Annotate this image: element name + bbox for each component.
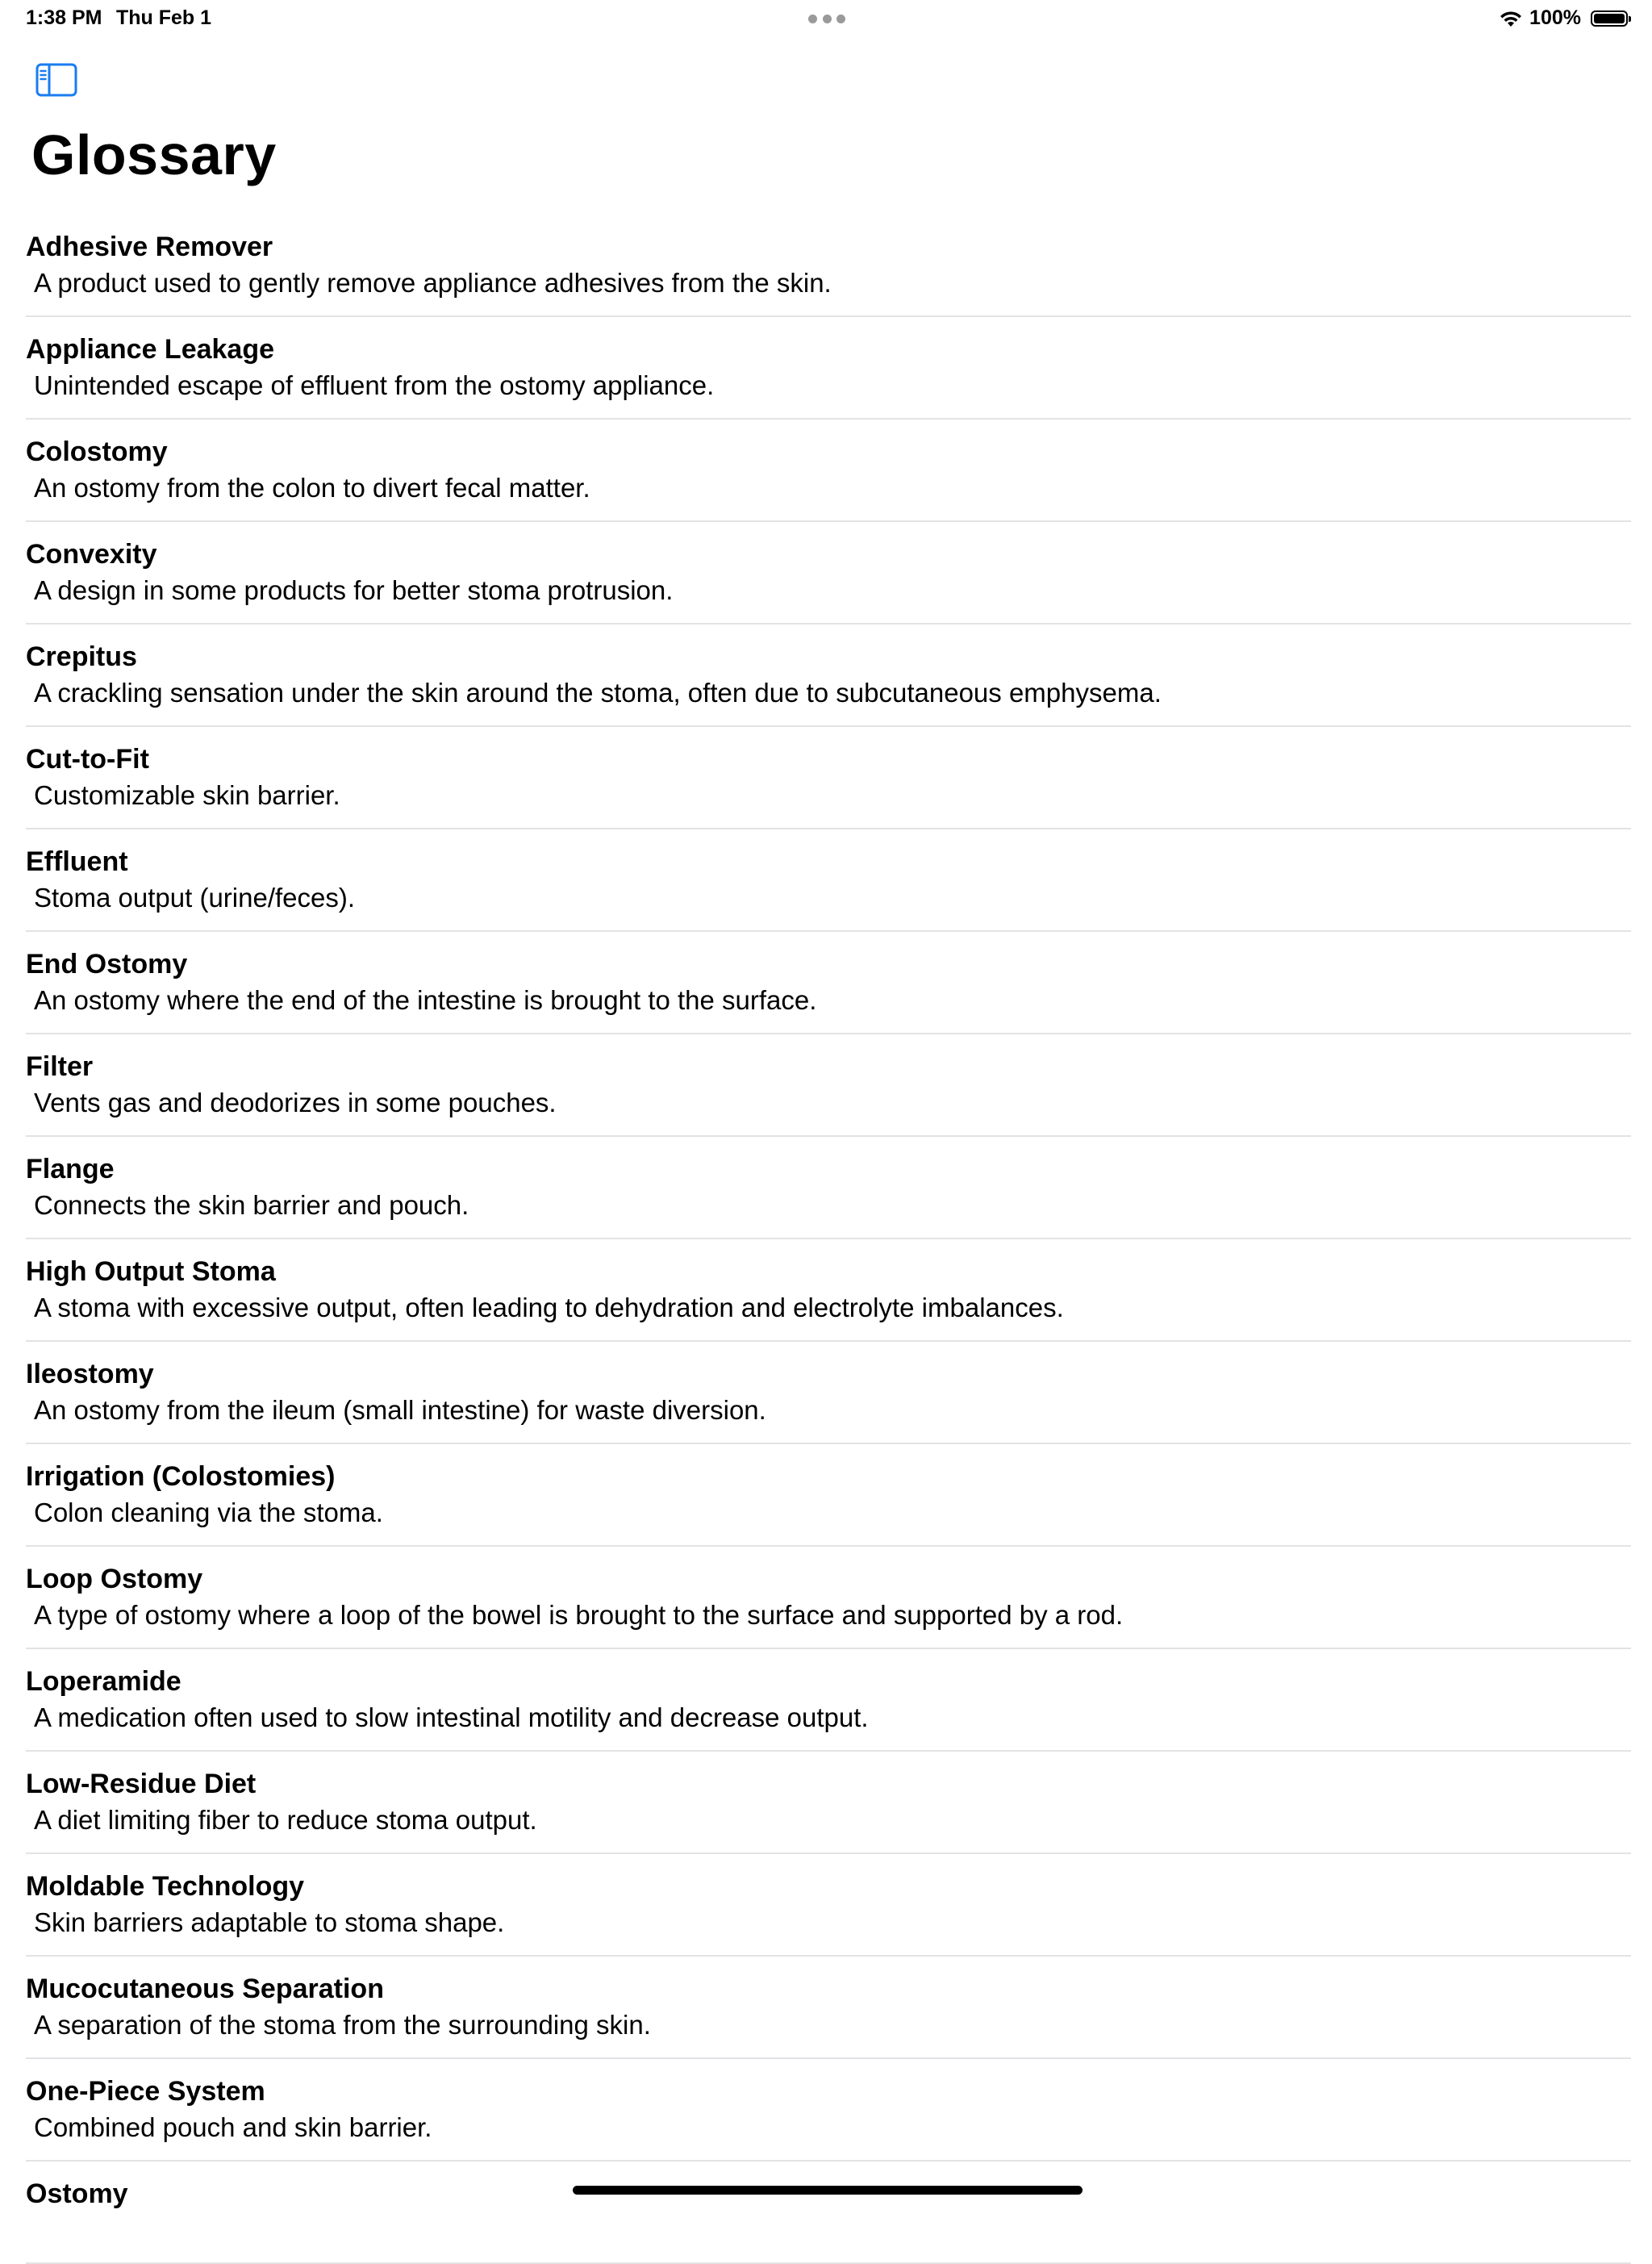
home-indicator[interactable] — [573, 2186, 1083, 2195]
glossary-definition: Customizable skin barrier. — [34, 780, 340, 810]
battery-percent: 100% — [1529, 6, 1581, 29]
glossary-term: Adhesive Remover — [26, 232, 273, 262]
glossary-term: One-Piece System — [26, 2076, 265, 2107]
glossary-item[interactable] — [26, 624, 1631, 727]
glossary-term: Ostomy — [26, 2178, 128, 2209]
status-time: 1:38 PM — [26, 6, 102, 29]
glossary-item[interactable] — [26, 1137, 1631, 1239]
glossary-definition: A diet limiting fiber to reduce stoma output. — [34, 1805, 537, 1835]
glossary-item[interactable] — [26, 1342, 1631, 1444]
glossary-term: Filter — [26, 1051, 94, 1082]
glossary-item[interactable] — [26, 317, 1631, 420]
glossary-item[interactable] — [26, 1752, 1631, 1854]
sidebar-toggle-button[interactable] — [35, 63, 77, 97]
glossary-item[interactable] — [26, 1547, 1631, 1649]
glossary-term: Crepitus — [26, 641, 137, 672]
glossary-definition: Unintended escape of effluent from the ostomy appliance. — [34, 370, 715, 400]
glossary-definition: A crackling sensation under the skin around the stoma, often due to subcutaneous emphysema. — [34, 678, 1162, 708]
status-date: Thu Feb 1 — [116, 6, 212, 29]
glossary-definition: A medication often used to slow intestinal motility and decrease output. — [34, 1702, 869, 1732]
status-indicators — [1499, 6, 1628, 30]
glossary-definition: Colon cleaning via the stoma. — [34, 1497, 383, 1527]
glossary-definition: Stoma output (urine/feces). — [34, 883, 356, 913]
glossary-term: Flange — [26, 1154, 115, 1184]
glossary-term: Moldable Technology — [26, 1871, 305, 1902]
glossary-definition: Skin barriers adaptable to stoma shape. — [34, 1907, 505, 1937]
glossary-item[interactable] — [26, 1034, 1631, 1137]
sidebar-toggle-icon — [35, 63, 77, 97]
glossary-item[interactable] — [26, 1444, 1631, 1547]
glossary-definition: A design in some products for better stoma protrusion. — [34, 575, 674, 605]
glossary-term: Ileostomy — [26, 1359, 154, 1389]
battery-icon — [1591, 10, 1628, 27]
glossary-item[interactable] — [26, 420, 1631, 522]
glossary-definition: A product used to gently remove appliance adhesives from the skin. — [34, 268, 832, 298]
glossary-definition: A stoma with excessive output, often leading to dehydration and electrolyte imbalances. — [34, 1293, 1064, 1322]
glossary-definition: Connects the skin barrier and pouch. — [34, 1190, 469, 1220]
glossary-item[interactable] — [26, 1854, 1631, 1957]
glossary-item[interactable] — [26, 1649, 1631, 1752]
glossary-definition: An ostomy where the end of the intestine is brought to the surface. — [34, 985, 817, 1015]
glossary-item[interactable] — [26, 215, 1631, 317]
glossary-item[interactable] — [26, 1239, 1631, 1342]
multitasking-dots-icon[interactable] — [808, 15, 845, 24]
glossary-term: Colostomy — [26, 437, 168, 467]
glossary-term: Irrigation (Colostomies) — [26, 1461, 336, 1492]
glossary-term: Convexity — [26, 539, 157, 570]
glossary-list[interactable] — [26, 215, 1631, 2264]
battery-fill — [1594, 14, 1625, 23]
glossary-definition: An ostomy from the ileum (small intestine) for waste diversion. — [34, 1395, 766, 1425]
glossary-definition: A type of ostomy where a loop of the bowel is brought to the surface and supported by a rod. — [34, 1600, 1124, 1630]
wifi-icon — [1499, 10, 1523, 27]
glossary-term: Mucocutaneous Separation — [26, 1974, 384, 2004]
glossary-term: Low-Residue Diet — [26, 1769, 257, 1799]
glossary-term: Effluent — [26, 846, 128, 877]
glossary-term: Loop Ostomy — [26, 1564, 203, 1594]
glossary-term: Loperamide — [26, 1666, 181, 1697]
glossary-definition: Combined pouch and skin barrier. — [34, 2112, 432, 2142]
glossary-term: High Output Stoma — [26, 1256, 276, 1287]
glossary-item[interactable] — [26, 1957, 1631, 2059]
glossary-item[interactable] — [26, 727, 1631, 829]
glossary-item[interactable] — [26, 2162, 1631, 2264]
glossary-term: Cut-to-Fit — [26, 744, 149, 775]
glossary-item[interactable] — [26, 932, 1631, 1034]
glossary-item[interactable] — [26, 2059, 1631, 2162]
glossary-term: Appliance Leakage — [26, 334, 275, 365]
glossary-item[interactable] — [26, 522, 1631, 624]
page-title: Glossary — [31, 123, 277, 186]
status-bar — [0, 0, 1652, 37]
glossary-definition: A separation of the stoma from the surrounding skin. — [34, 2010, 651, 2040]
glossary-definition: An ostomy from the colon to divert fecal matter. — [34, 473, 590, 503]
glossary-definition: Vents gas and deodorizes in some pouches. — [34, 1088, 557, 1117]
glossary-item[interactable] — [26, 829, 1631, 932]
glossary-term: End Ostomy — [26, 949, 188, 980]
